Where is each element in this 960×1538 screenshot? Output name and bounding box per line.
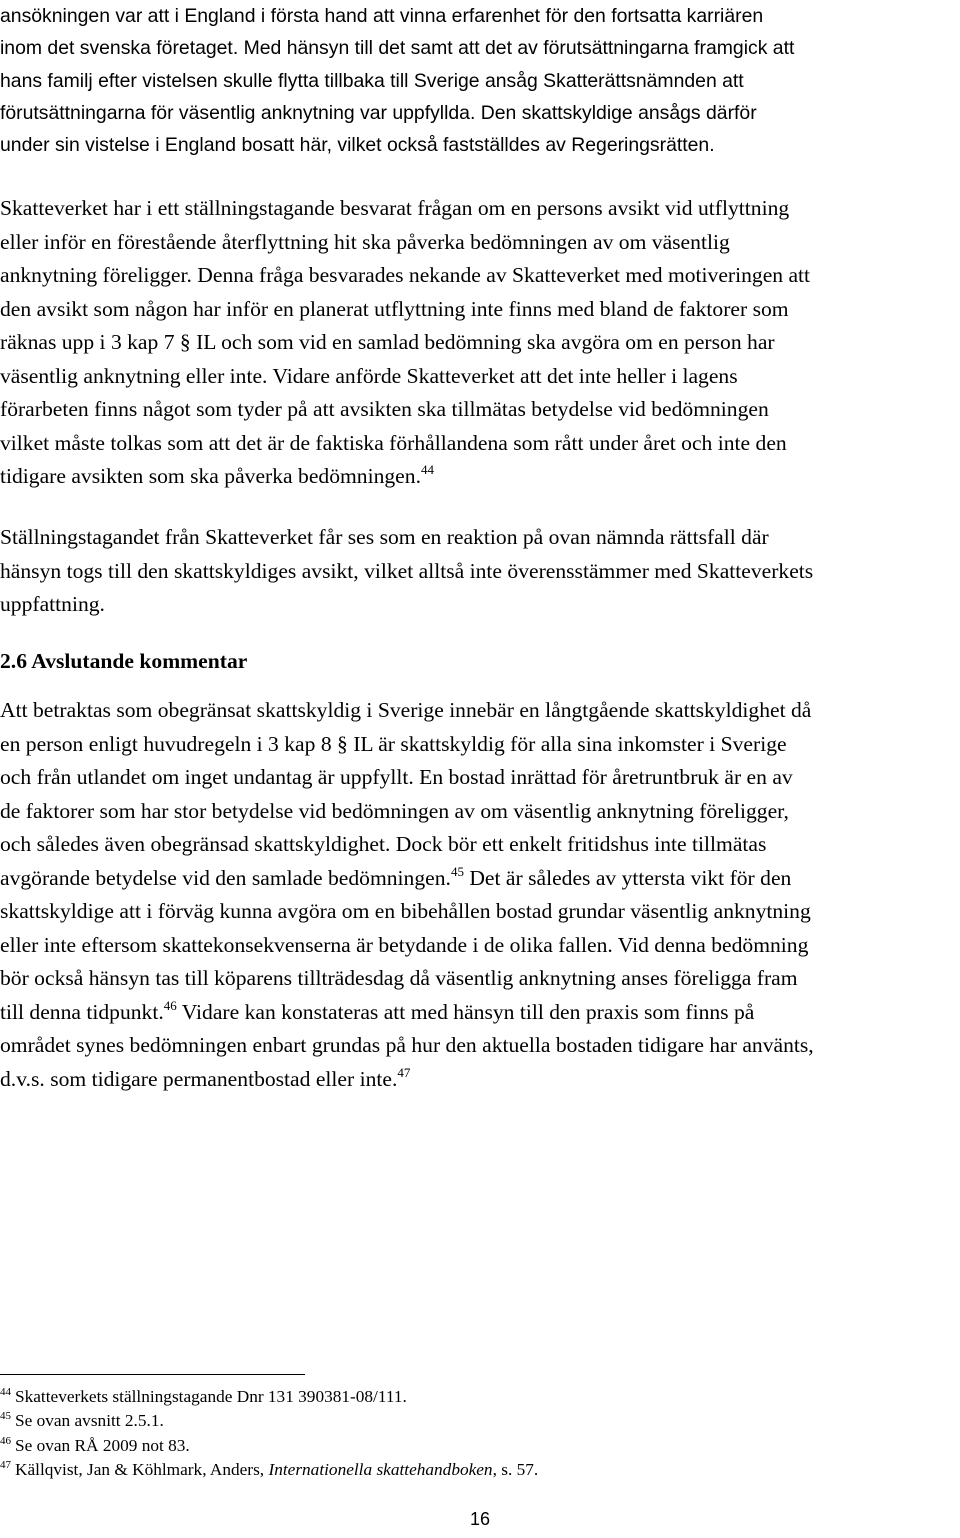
text-line: förarbeten finns något som tyder på att avsikten ska tillmätas betydelse vid bedömningen <box>0 397 769 421</box>
text-segment: tidigare avsikten som ska påverka bedömningen. <box>0 464 421 488</box>
footnote-number: 46 <box>0 1434 11 1447</box>
footnote-book-title: Internationella skattehandboken <box>268 1460 493 1480</box>
text-segment: Det är således av yttersta vikt för den <box>463 865 792 890</box>
footnote-number: 44 <box>0 1386 11 1398</box>
footnote-44 <box>0 1385 960 1409</box>
text-segment: d.v.s. som tidigare permanentbostad eller inte. <box>0 1066 398 1091</box>
text-line: inom det svenska företaget. Med hänsyn till det samt att det av förutsättningarna framgick att <box>0 37 795 60</box>
text-line: under sin vistelse i England bosatt här, vilket också fastställdes av Regeringsrätten. <box>0 134 715 157</box>
text-line: hänsyn togs till den skattskyldiges avsikt, vilket alltså inte överensstämmer med Skatteverkets <box>0 558 814 583</box>
footnote-text: , s. 57. <box>492 1460 539 1480</box>
text-line: förutsättningarna för väsentlig anknytning var uppfyllda. Den skattskyldige ansågs därför <box>0 101 757 124</box>
footnote-46 <box>0 1434 960 1458</box>
footnote-text: Skatteverkets ställningstagande Dnr 131 390381-08/111. <box>15 1387 407 1406</box>
text-segment: Vidare kan konstateras att med hänsyn till den praxis som finns på <box>176 999 755 1024</box>
footnote-text: Se ovan avsnitt 2.5.1. <box>15 1411 164 1431</box>
paragraph-4 <box>0 694 960 1096</box>
section-heading: 2.6 Avslutande kommentar <box>0 649 248 673</box>
text-line: uppfattning. <box>0 592 105 616</box>
paragraph-2 <box>0 192 960 494</box>
text-line: den avsikt som någon har inför en planerat utflyttning inte finns med bland de faktorer som <box>0 296 789 321</box>
footnote-ref-46[interactable]: 46 <box>163 997 177 1013</box>
text-line: räknas upp i 3 kap 7 § IL och som vid en samlad bedömning ska avgöra om en person har <box>0 330 775 354</box>
footnote-number: 45 <box>0 1410 11 1423</box>
text-line: området synes bedömningen enbart grundas på hur den aktuella bostaden tidigare har använts, <box>0 1033 814 1057</box>
text-line: de faktorer som har stor betydelse vid bedömningen av om väsentlig anknytning föreligger, <box>0 798 789 823</box>
text-line: hans familj efter vistelsen skulle flytta tillbaka till Sverige ansåg Skatterättsnämnden att <box>0 69 744 92</box>
footnote-47 <box>0 1458 960 1482</box>
text-line: anknytning föreligger. Denna fråga besvarades nekande av Skatteverket med motiveringen att <box>0 263 811 287</box>
page-number: 16 <box>469 1509 491 1529</box>
paragraph-1 <box>0 0 960 161</box>
footnote-45 <box>0 1409 960 1433</box>
text-line: Att betraktas som obegränsat skattskyldig i Sverige innebär en långtgående skattskyldighet då <box>0 698 812 722</box>
footnote-ref-44[interactable]: 44 <box>420 462 434 477</box>
text-segment: avgörande betydelse vid den samlade bedömningen. <box>0 865 451 890</box>
text-line: vilket måste tolkas som att det är de faktiska förhållandena som rått under året och inte den <box>0 430 787 455</box>
text-line: skattskyldige att i förväg kunna avgöra om en bibehållen bostad grundar väsentlig anknytning <box>0 899 811 923</box>
footnote-divider <box>0 1374 305 1375</box>
paragraph-3 <box>0 521 960 622</box>
text-line: en person enligt huvudregeln i 3 kap 8 § IL är skattskyldig för alla sina inkomster i Sverige <box>0 731 787 756</box>
text-line: eller inför en förestående återflyttning hit ska påverka bedömningen av om väsentlig <box>0 229 730 254</box>
text-line: ansökningen var att i England i första hand att vinna erfarenhet för den fortsatta karriären <box>0 5 764 27</box>
text-line: eller inte eftersom skattekonsekvenserna är betydande i de olika fallen. Vid denna bedömning <box>0 932 809 957</box>
text-line: bör också hänsyn tas till köparens tillträdesdag då väsentlig anknytning anses föreligga fram <box>0 966 798 990</box>
footnote-number: 47 <box>0 1459 11 1472</box>
text-line <box>0 460 960 494</box>
footnote-ref-45[interactable]: 45 <box>450 863 464 879</box>
text-line: och från utlandet om inget undantag är uppfyllt. En bostad inrättad för åretruntbruk är en av <box>0 765 793 789</box>
footnote-authors: Källqvist, Jan & Köhlmark, Anders, <box>15 1460 265 1480</box>
text-line <box>0 996 960 1030</box>
text-line: Ställningstagandet från Skatteverket får ses som en reaktion på ovan nämnda rättsfall där <box>0 525 769 549</box>
text-line: Skatteverket har i ett ställningstagande besvarat frågan om en persons avsikt vid utflyttning <box>0 196 790 220</box>
text-line: och således även obegränsad skattskyldighet. Dock bör ett enkelt fritidshus inte tillmätas <box>0 832 767 856</box>
footnotes <box>0 1385 960 1483</box>
text-line: väsentlig anknytning eller inte. Vidare anförde Skatteverket att det inte heller i lagens <box>0 363 738 388</box>
footnote-ref-47[interactable]: 47 <box>397 1064 411 1080</box>
text-line <box>0 862 960 896</box>
footnote-text: Se ovan RÅ 2009 not 83. <box>15 1435 190 1455</box>
text-line <box>0 1063 960 1097</box>
text-segment: till denna tidpunkt. <box>0 999 164 1024</box>
